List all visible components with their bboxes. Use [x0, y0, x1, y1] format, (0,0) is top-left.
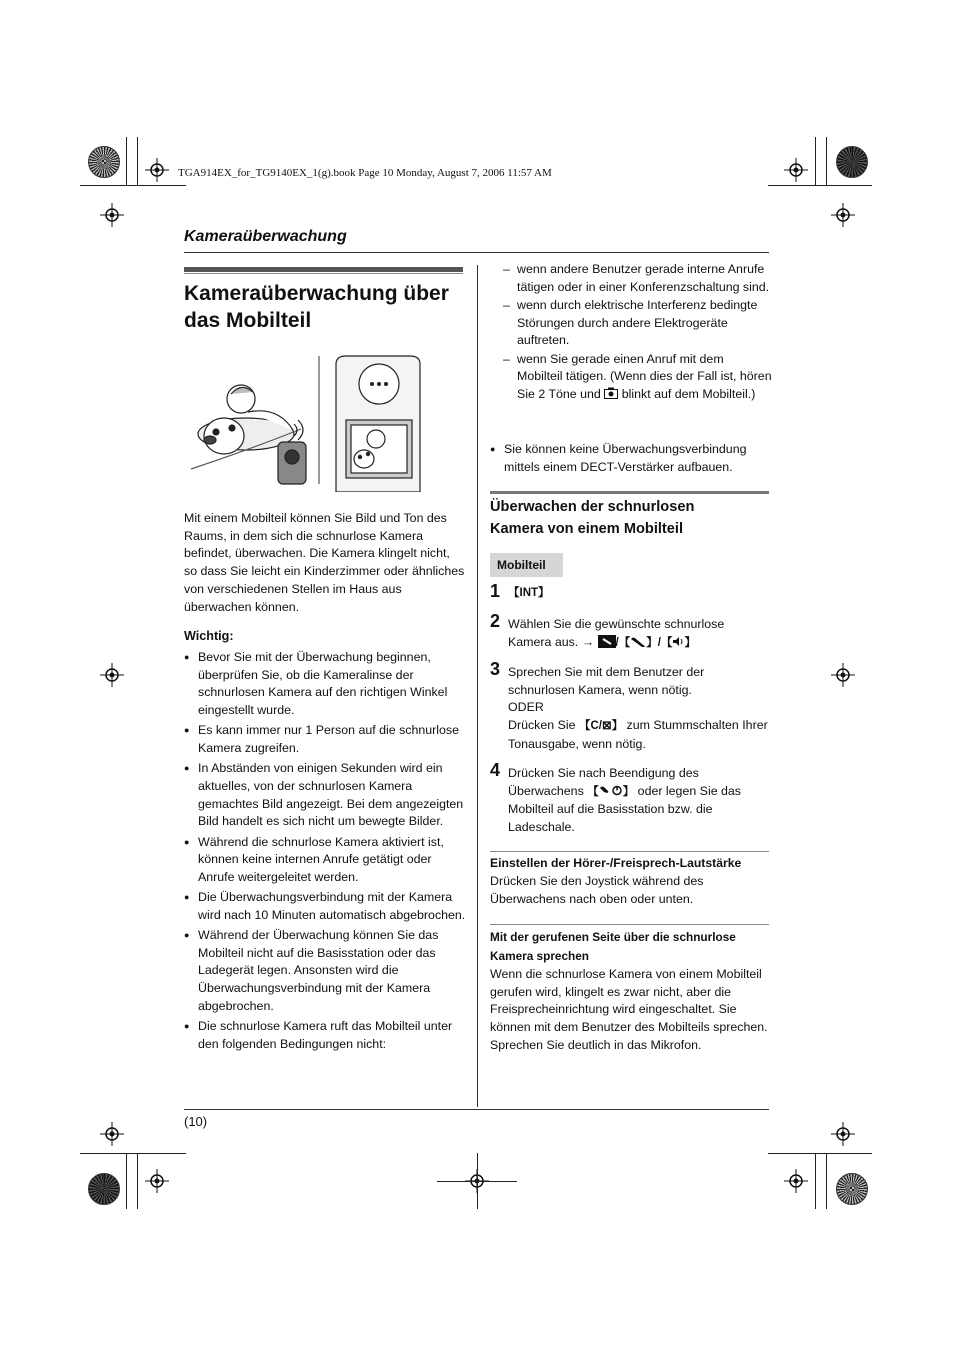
- registration-mark-icon: [100, 1122, 124, 1146]
- registration-mark-icon: [100, 663, 124, 687]
- list-item: – wenn durch elektrische Interferenz bedingte Störungen durch andere Elektrogeräte auftreten.: [490, 297, 772, 350]
- file-info: TGA914EX_for_TG9140EX_1(g).book Page 10 Monday, August 7, 2006 11:57 AM: [178, 167, 552, 179]
- column-divider: [477, 265, 478, 1107]
- step-number: 3: [490, 659, 501, 679]
- list-item: – wenn andere Benutzer gerade interne Anrufe tätigen oder in einer Konferenzschaltung sind.: [490, 261, 772, 296]
- list-item: [490, 351, 772, 404]
- step-number: 1: [490, 581, 501, 601]
- step-text: [508, 616, 770, 652]
- header-rule: [184, 252, 769, 253]
- step-text-part: Drücken Sie: [508, 718, 576, 733]
- subheading-line: Überwachen der schnurlosen: [490, 499, 695, 515]
- step-text-part: Drücken Sie nach Beendigung des Überwachens: [508, 766, 699, 798]
- color-rosette-icon: [836, 1173, 868, 1205]
- list-item: ● Während der Überwachung können Sie das Mobilteil nicht auf die Basisstation oder das Ladegerät legen. Ansonsten wird die Überwachungsverbindung mit der Kamera abgebrochen.: [184, 927, 466, 1016]
- handset-illustration: [336, 356, 420, 492]
- volume-heading: Einstellen der Hörer-/Freisprech-Lautstärke: [490, 856, 742, 870]
- page-number: (10): [184, 1114, 208, 1129]
- key-separator: 】: [684, 636, 696, 649]
- volume-text: Drücken Sie den Joystick während des Überwachens nach oben oder unten.: [490, 874, 704, 906]
- dect-note: [490, 441, 772, 479]
- registration-mark-icon: [831, 1122, 855, 1146]
- important-label: Wichtig:: [184, 629, 234, 643]
- step-line: Sprechen Sie mit dem Benutzer der schnurlosen Kamera, wenn nötig.: [508, 665, 705, 697]
- step-text: [508, 584, 550, 603]
- step-line: [508, 634, 770, 653]
- registration-mark-icon: [784, 1169, 808, 1193]
- intro-paragraph: Mit einem Mobilteil können Sie Bild und Ton des Raums, in dem sich die schnurlose Kamera befindet, überwachen. Die Kamera klingelt nicht, so dass Sie leicht ein Kinderzimmer oder ähnliches von verschiedenen Stellen im Haus aus überwachen können.: [184, 511, 465, 614]
- int-key: 【INT】: [508, 587, 550, 599]
- step-line: [508, 717, 770, 753]
- step-number: 4: [490, 760, 501, 780]
- registration-mark-icon: [145, 158, 169, 182]
- list-item: ● In Abständen von einigen Sekunden wird ein aktuelles, von der schnurlosen Kamera gemachtes Bild angezeigt. Bei dem angezeigten Bild handelt es sich nicht um bewegte Bilder.: [184, 760, 466, 831]
- off-power-icon: [599, 785, 623, 796]
- mute-key: 【C/⊠】: [578, 720, 624, 733]
- mobilteil-tag: Mobilteil: [490, 553, 563, 577]
- step-line: Wählen Sie die gewünschte schnurlose: [508, 617, 725, 631]
- key-separator: /【: [615, 636, 631, 649]
- step-text: [508, 664, 770, 754]
- section-rule: [490, 491, 769, 494]
- box-rule: [490, 924, 769, 925]
- step-number: 2: [490, 611, 501, 631]
- condition-list: [490, 261, 772, 404]
- talk-key-icon: [630, 637, 646, 647]
- camera-softkey-icon: [598, 635, 616, 648]
- title-bar: [184, 267, 463, 272]
- step-text-part: zum Stummschalten Ihrer Tonausgabe, wenn nötig.: [508, 718, 768, 751]
- box-rule: [490, 851, 769, 852]
- step-text-part: Kamera aus.: [508, 634, 579, 649]
- camera-icon: [604, 387, 618, 399]
- off-key: 【 】: [587, 785, 635, 798]
- key-separator: 】/【: [646, 636, 673, 649]
- registration-mark-icon: [784, 158, 808, 182]
- step-text: [508, 765, 770, 837]
- list-item: ● Es kann immer nur 1 Person auf die schnurlose Kamera zugreifen.: [184, 722, 466, 757]
- list-item: ● Die Überwachungsverbindung mit der Kamera wird nach 10 Minuten automatisch abgebrochen.: [184, 889, 466, 924]
- list-item: ● Bevor Sie mit der Überwachung beginnen, überprüfen Sie, ob die Kameralinse der schnurlosen Kamera auf den richtigen Winkel eingestellt wurde.: [184, 649, 466, 720]
- list-item: ● Die schnurlose Kamera ruft das Mobilteil unter den folgenden Bedingungen nicht:: [184, 1018, 466, 1053]
- list-item: ● Während die schnurlose Kamera aktiviert ist, können keine internen Anrufe getätigt oder Anrufe weitergeleitet werden.: [184, 834, 466, 887]
- page-title: [184, 280, 469, 334]
- registration-mark-icon: [145, 1169, 169, 1193]
- subheading-line: Kamera von einem Mobilteil: [490, 521, 684, 537]
- color-rosette-icon: [836, 146, 868, 178]
- section-label: Kameraüberwachung: [184, 228, 347, 245]
- title-bar-line: [184, 273, 463, 274]
- footer-rule: [184, 1109, 769, 1110]
- key-label: C/⊠: [590, 720, 612, 733]
- talk-text: Wenn die schnurlose Kamera von einem Mobilteil gerufen wird, klingelt es zwar nicht, aber die Freisprecheinrichtung wird eingeschaltet. Sie können mit dem Benutzer des Mobilteils sprechen. Sprechen Sie deutlich in das Mikrofon.: [490, 967, 768, 1052]
- speaker-key-icon: [672, 636, 684, 647]
- talk-heading: Mit der gerufenen Seite über die schnurlose Kamera sprechen: [490, 930, 736, 963]
- important-list: [184, 649, 466, 1056]
- list-item: ● Sie können keine Überwachungsverbindung mittels einem DECT-Verstärker aufbauen.: [490, 441, 772, 476]
- color-rosette-icon: [88, 146, 120, 178]
- key-label: INT: [519, 587, 539, 599]
- list-item-text: wenn Sie gerade einen Anruf mit dem Mobilteil tätigen. (Wenn dies der Fall ist, hören Sie 2 Töne und: [517, 351, 772, 401]
- illustration: [186, 354, 431, 492]
- title-line: Kameraüberwachung über: [184, 282, 449, 305]
- registration-mark-icon: [100, 203, 124, 227]
- registration-mark-icon: [831, 663, 855, 687]
- registration-mark-icon: [831, 203, 855, 227]
- color-rosette-icon: [88, 1173, 120, 1205]
- subheading: [490, 496, 772, 540]
- title-line: das Mobilteil: [184, 309, 312, 332]
- step-text-part: oder legen Sie das Mobilteil auf die Basisstation bzw. die Ladeschale.: [508, 783, 742, 835]
- arrow-icon: →: [581, 634, 595, 649]
- list-item-text: blinkt auf dem Mobilteil.): [621, 386, 756, 401]
- step-line: ODER: [508, 700, 544, 715]
